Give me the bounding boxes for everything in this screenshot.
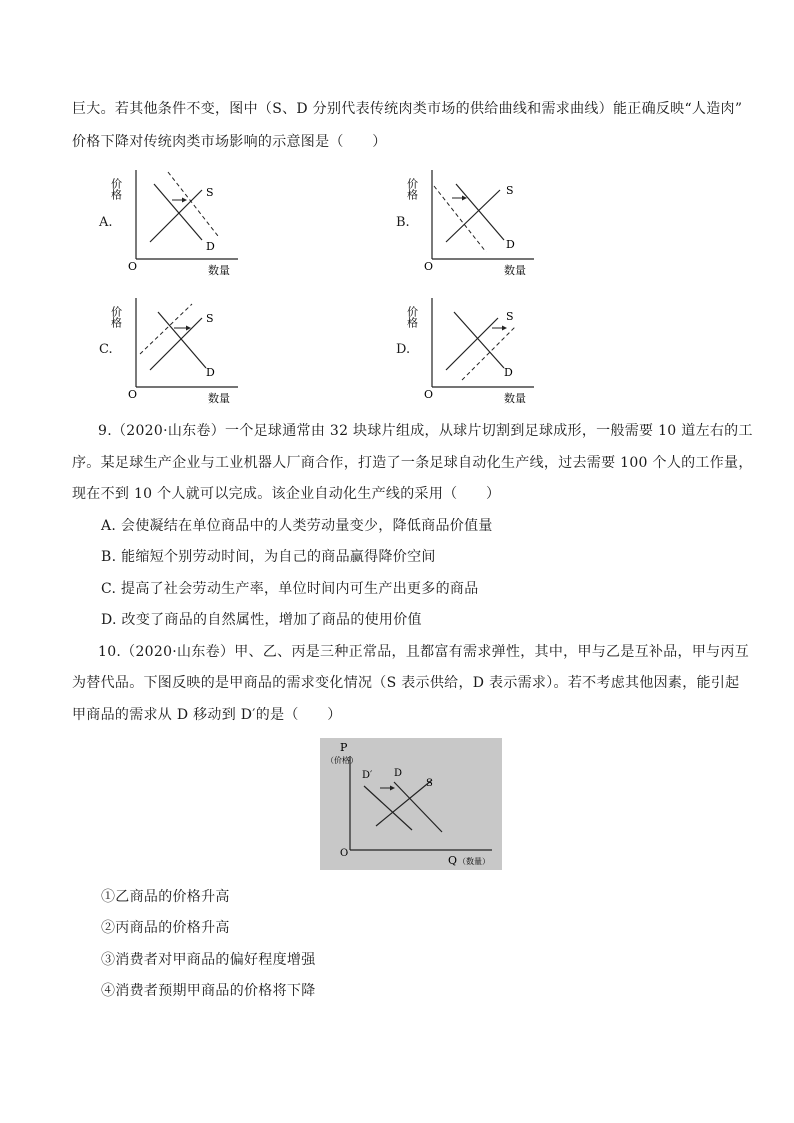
supply-curve	[376, 780, 432, 826]
y-axis-label: 价格	[110, 306, 123, 328]
s-label: S	[506, 310, 514, 323]
option-c-graph	[110, 292, 245, 407]
q-label: Q	[448, 854, 458, 867]
q10-graph	[320, 738, 502, 870]
y-axis-label: 价格	[406, 306, 419, 328]
origin-label: O	[340, 848, 349, 859]
d-label: D	[394, 768, 403, 779]
q8-stem-line-1: 巨大。若其他条件不变，图中（S、D 分别代表传统肉类市场的供给曲线和需求曲线）能正确反映“人造肉”	[72, 101, 743, 117]
x-axis-label: 数量	[504, 392, 526, 405]
s-label: S	[206, 312, 214, 325]
s-label: S	[426, 778, 433, 789]
option-c-label: C.	[99, 342, 113, 357]
q10-stem-line-2: 为替代品。下图反映的是甲商品的需求变化情况（S 表示供给，D 表示需求）。若不考虑其他因素，能引起	[72, 675, 740, 691]
supply-curve-dashed	[140, 304, 192, 354]
q10-item-2: ②丙商品的价格升高	[101, 920, 230, 936]
origin-label: O	[424, 388, 434, 401]
option-b-label: B.	[396, 215, 410, 230]
d-label: D	[506, 238, 515, 251]
supply-curve	[446, 318, 498, 370]
q9-choice-c: C. 提高了社会劳动生产率，单位时间内可生产出更多的商品	[101, 581, 479, 597]
option-a-label: A.	[99, 215, 113, 230]
supply-curve	[150, 190, 202, 242]
d-label: D	[504, 366, 513, 379]
d-prime-label: D′	[362, 770, 373, 781]
y-axis-label: 价格	[110, 178, 123, 200]
q9-choice-a: A. 会使凝结在单位商品中的人类劳动量变少，降低商品价值量	[101, 518, 493, 534]
q-note: （数量）	[458, 857, 490, 866]
p-label: P	[340, 741, 348, 754]
origin-label: O	[128, 260, 138, 273]
d-label: D	[206, 366, 215, 379]
q9-stem-line-1: 9.（2020·山东卷）一个足球通常由 32 块球片组成，从球片切割到足球成形，一般需要 10 道左右的工	[98, 423, 753, 439]
option-a-graph	[110, 164, 245, 279]
supply-curve	[150, 318, 202, 370]
p-note: （价格）	[326, 756, 358, 765]
x-axis-label: 数量	[208, 392, 230, 405]
demand-curve-d	[394, 782, 442, 832]
q10-stem-line-1: 10.（2020·山东卷）甲、乙、丙是三种正常品，且都富有需求弹性，其中，甲与乙是互补品，甲与丙互	[98, 644, 750, 660]
demand-curve-dashed	[434, 186, 486, 252]
origin-label: O	[424, 260, 434, 273]
q8-stem-line-2: 价格下降对传统肉类市场影响的示意图是（ ）	[72, 134, 387, 150]
q10-item-1: ①乙商品的价格升高	[101, 889, 230, 905]
q9-stem-line-3: 现在不到 10 个人就可以完成。该企业自动化生产线的采用（ ）	[72, 486, 501, 502]
q9-choice-d: D. 改变了商品的自然属性，增加了商品的使用价值	[101, 612, 422, 628]
s-label: S	[506, 184, 514, 197]
option-d-graph	[406, 292, 541, 407]
x-axis-label: 数量	[208, 264, 230, 277]
demand-curve-dashed	[168, 172, 218, 236]
s-label: S	[206, 186, 214, 199]
y-axis-label: 价格	[406, 178, 419, 200]
q10-item-4: ④消费者预期甲商品的价格将下降	[101, 983, 316, 999]
demand-curve	[454, 312, 504, 368]
x-axis-label: 数量	[504, 264, 526, 277]
q9-stem-line-2: 序。某足球生产企业与工业机器人厂商合作，打造了一条足球自动化生产线，过去需要 100 个人的工作量，	[72, 455, 753, 471]
q10-item-3: ③消费者对甲商品的偏好程度增强	[101, 952, 316, 968]
option-d-label: D.	[396, 342, 411, 357]
d-label: D	[206, 240, 215, 253]
q10-graph-photo	[320, 738, 502, 870]
q9-choice-b: B. 能缩短个别劳动时间，为自己的商品赢得降价空间	[101, 549, 436, 565]
q10-stem-line-3: 甲商品的需求从 D 移动到 D′的是（ ）	[72, 707, 342, 723]
option-b-graph	[406, 164, 541, 279]
origin-label: O	[128, 388, 138, 401]
